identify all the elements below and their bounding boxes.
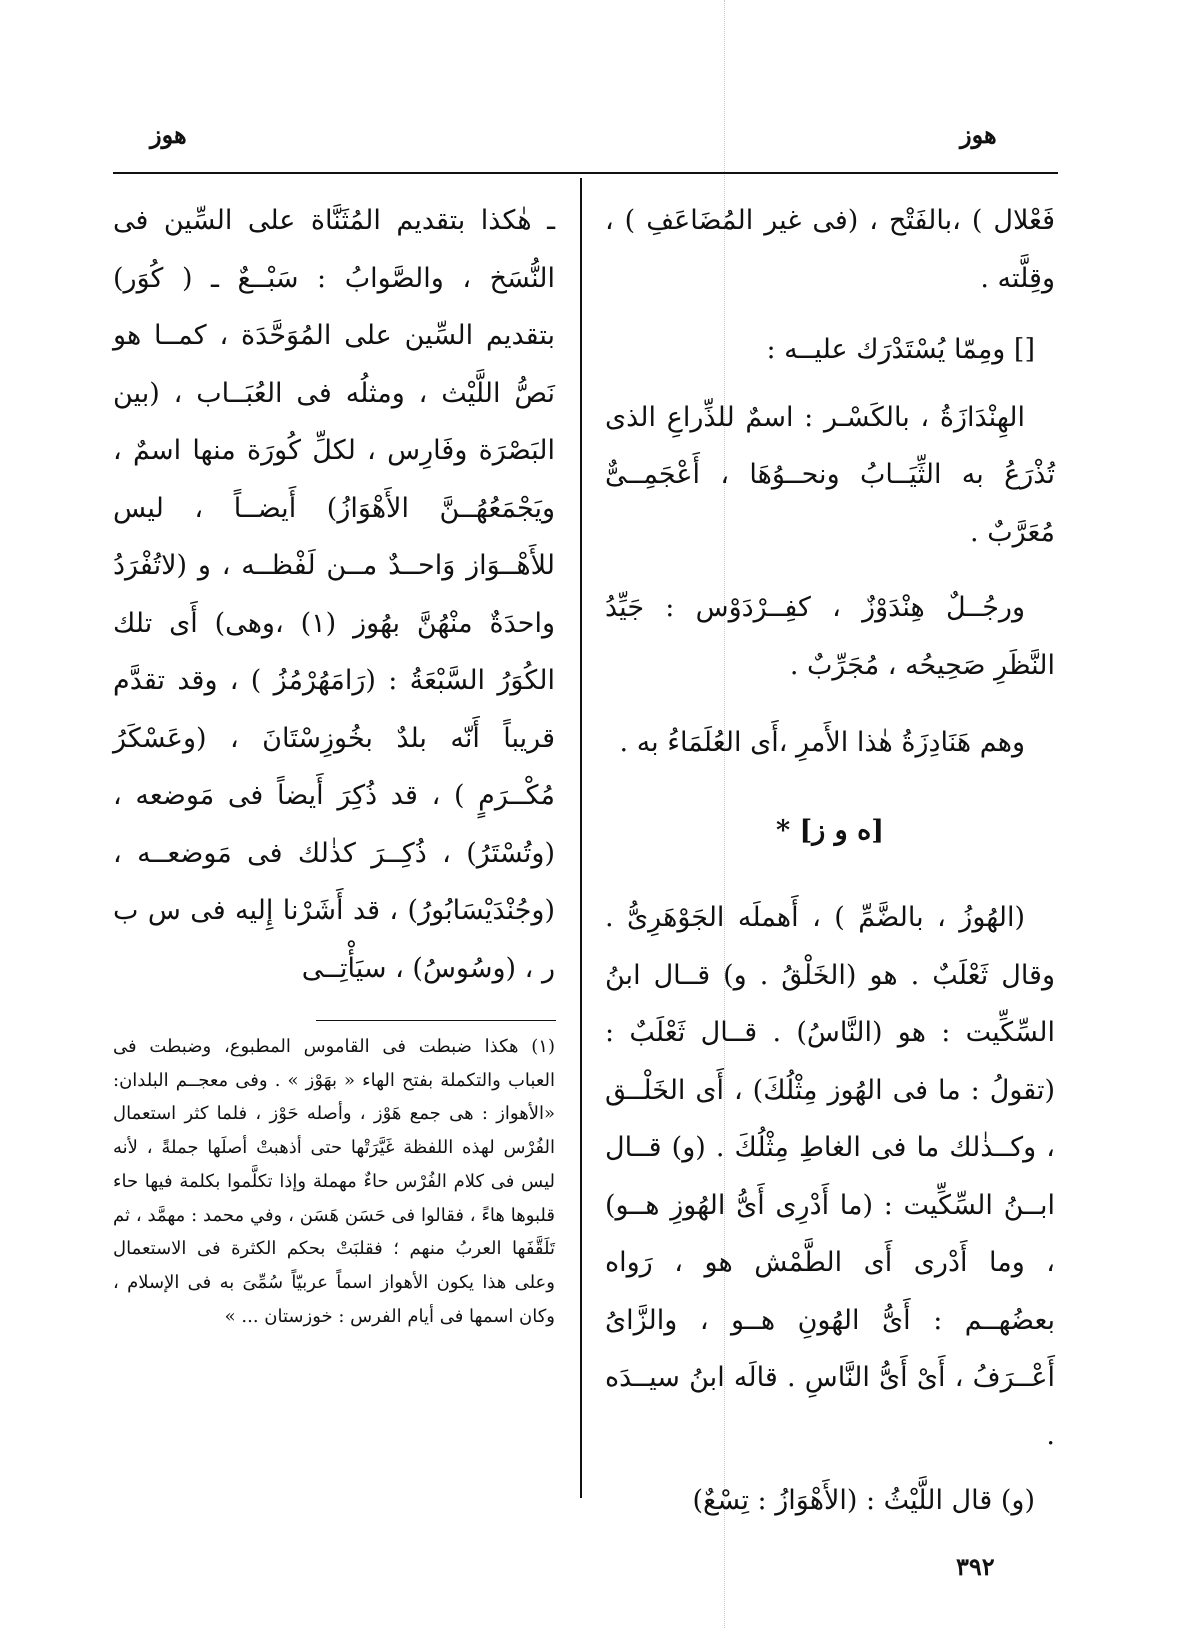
running-head-right: هوز	[960, 120, 997, 149]
left-column	[113, 192, 555, 997]
paragraph: فَعْلال ) ،بالفَتْح ، (فى غير المُضَاعَفِ ) ، وقِلَّته .	[605, 205, 1055, 294]
entry-heading: [ه و ز] *	[775, 814, 885, 846]
paragraph: ـ هٰكذا بتقديم المُثَنَّاة على السِّين فى النُّسَخ ، والصَّوابُ : سَبْــعٌ ـ ( كُوَر) بتقديم السِّين على المُوَحَّدَة ، كمــا هو نَصُّ اللَّيْث ، ومثلُه فى العُبَــاب ، (بين البَصْرَة وفَارِس ، لكلِّ كُورَة منها اسمٌ ، ويَجْمَعُهُــنَّ الأَهْوَازُ) أَيضــاً ، ليس للأَهْــوَاز وَاحــدٌ مــن لَفْظــه ، و (لاتُفْرَدُ واحدَةٌ منْهُنَّ بهُوز (١) ،وهى) أَى تلك الكُوَرُ السَّبْعَةُ : (رَامَهُرْمُزُ ) ، وقد تقدَّم قريباً أَنّه بلدٌ بخُوزِسْتَانَ ، (وعَسْكَرُ مُكْــرَمٍ ) ، قد ذُكِرَ أَيضاً فى مَوضعه ، (وتُسْتَرُ) ، ذُكِــرَ كذٰلك فى مَوضعــه ، (وجُنْدَيْسَابُورُ) ، قد أَشَرْنا إِليه فى س ب ر ، (وسُوسُ) ، سيَأْتِــى	[113, 205, 555, 984]
running-head-left: هوز	[150, 120, 187, 149]
paragraph: [] ومِمّا يُسْتَدْرَك عليــه :	[766, 334, 1035, 365]
page-number: ٣٩٢	[956, 1552, 995, 1581]
paragraph: (الهُوزُ ، بالضَّمِّ ) ، أَهملَه الجَوْهَرِىُّ . وقال ثَعْلَبٌ . هو (الخَلْقُ . و) قــال ابنُ السِّكِّيت : هو (النَّاسُ) . قــال ثَعْلَبٌ : (تقولُ : ما فى الهُوز مِثْلُكَ) ، أَى الخَلْــق ، وكــذٰلك ما فى الغاطِ مِثْلُكَ . (و) قــال ابــنُ السِّكِّيت : (ما أَدْرِى أَىُّ الهُوزِ هــو) ، وما أَدْرى أَى الطَّمْش هو ، رَواه بعضُهــم : أَىُّ الهُونِ هــو ، والزَّاىُ أَعْــرَفُ ، أَىْ أَىُّ النَّاسِ . قالَه ابنُ سيــدَه .	[605, 902, 1055, 1451]
paragraph: ورجُــلٌ هِنْدَوْزٌ ، كفِــرْدَوْس : جَيِّدُ النَّظَرِ صَحِيحُه ، مُجَرِّبٌ .	[605, 592, 1055, 681]
footnote-text: (١) هكذا ضبطت فى القاموس المطبوع، وضبطت فى العباب والتكملة بفتح الهاء « بهَوْز » . وفى معجــم البلدان: «الأهواز : هى جمع هَوْز ، وأصله حَوْز ، فلما كثر استعمال الفُرْس لهذه اللفظة غَيَّرَتْها حتى أذهبتْ أصلَها جملةً ، لأنه ليس فى كلام الفُرْس حاءٌ مهملة وإذا تكلَّموا بكلمة فيها حاء قلبوها هاءً ، فقالوا فى حَسَن هَسَن ، وفي محمد : مهمَّد ، ثم تَلَقَّفَها العربُ منهم ؛ فقلبَتْ بحكم الكثرة فى الاستعمال وعلى هذا يكون الأهواز اسماً عربيّاً سُمِّىَ به فى الإسلام ، وكان اسمها فى أيام الفرس : خوزستان ... »	[113, 1036, 555, 1327]
paragraph: (و) قال اللَّيْثُ : (الأَهْوَازُ : تِسْعٌ)	[692, 1485, 1035, 1516]
footnote	[113, 1030, 555, 1333]
paragraph: الهِنْدَازَةُ ، بالكَسْـر : اسمٌ للذِّراعِ الذى تُذْرَعُ به الثِّيَــابُ ونحــوُهَا ، أَعْجَمِــىٌّ مُعَرَّبٌ .	[605, 401, 1055, 548]
paragraph: وهم هَنَادِزَةُ هٰذا الأَمرِ ،أَى العُلَمَاءُ به .	[619, 727, 1025, 758]
column-divider	[580, 178, 582, 1498]
right-column	[605, 192, 1055, 1530]
footnote-rule	[316, 1020, 556, 1021]
header-rule	[113, 172, 1058, 174]
